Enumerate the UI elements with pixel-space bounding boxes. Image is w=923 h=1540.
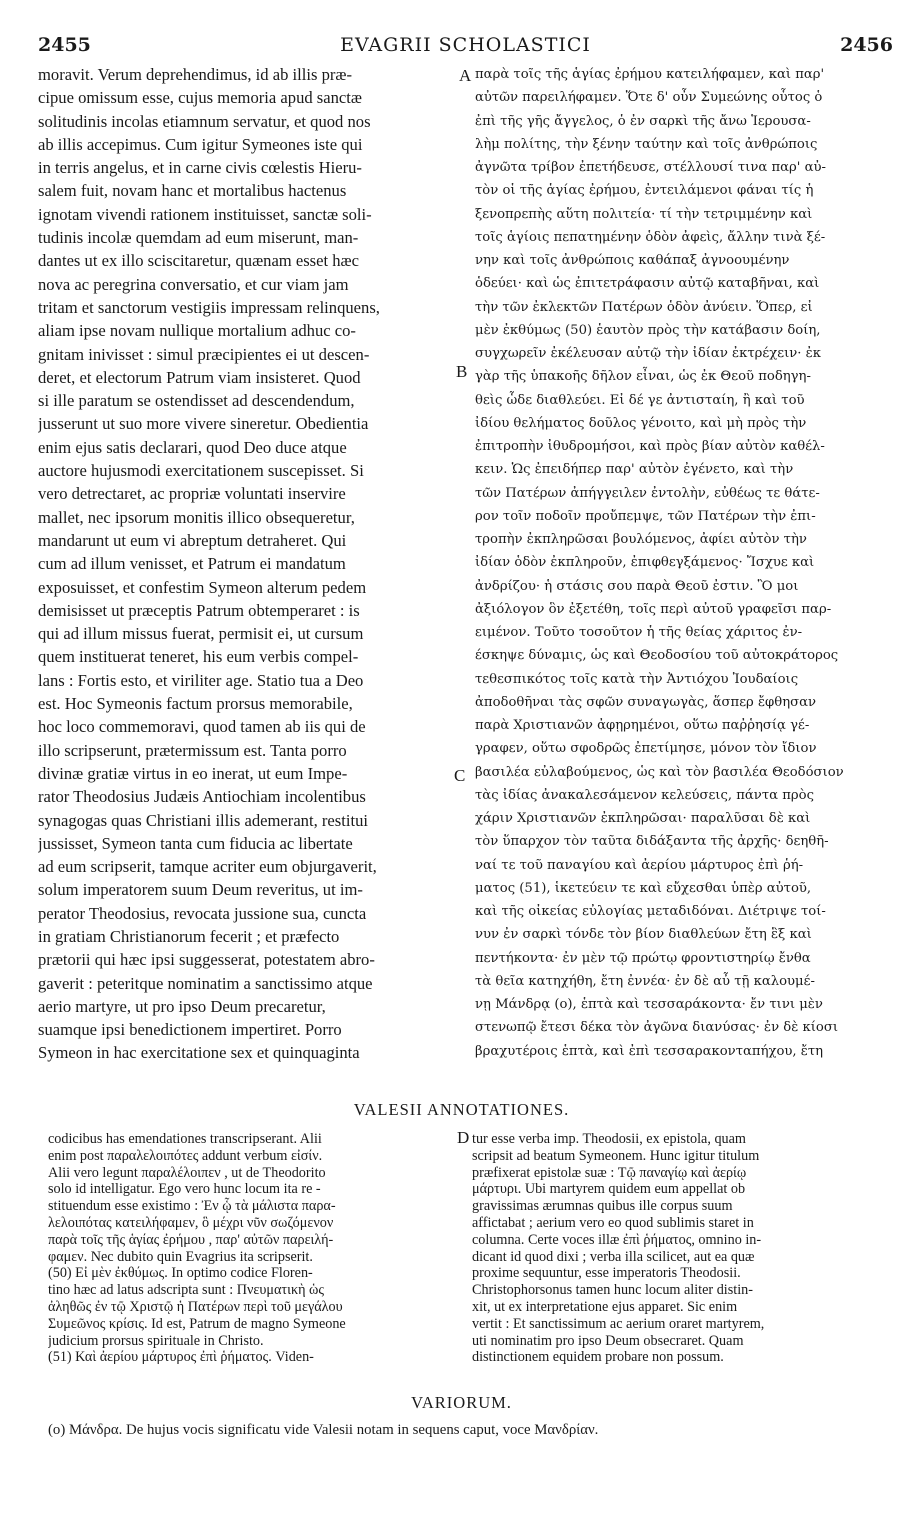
annotation-line: scripsit ad beatum Symeonem. Hunc igitur titulum (472, 1147, 760, 1164)
annotation-line: Alii vero legunt παραλέλοιπεν , ut de Theodorito (48, 1164, 326, 1181)
greek-text-line: τοῖς ἁγίοις πεπατημένην ὁδὸν ἀφεὶς, ἄλλην τινὰ ξέ- (475, 229, 826, 245)
latin-text-line: quem instituerat teneret, his eum verbis compel- (38, 647, 359, 667)
variorum-heading: VARIORUM. (411, 1393, 512, 1412)
annotation-line: tur esse verba imp. Theodosii, ex epistola, quam (472, 1131, 746, 1147)
margin-letter-a: A (459, 66, 472, 85)
margin-letter-c: C (454, 766, 466, 785)
latin-text-line: solum imperatorem suum Deum reveritus, ut im- (38, 880, 363, 900)
latin-text-line: illo scripserunt, prætermissum est. Tanta porro (38, 740, 347, 760)
greek-text-line: ἀνδρίζου· ἡ στάσις σου παρὰ Θεοῦ ἐστιν. Ὃ μοι (475, 578, 799, 594)
greek-text-line: έσκηψε δύναμις, ὡς καὶ Θεοδοσίου τοῦ αὐτοκράτορος (475, 648, 839, 664)
greek-text-line: νυν ἐν σαρκὶ τόνδε τὸν βίον διαθλεύων ἔτη ἓξ καὶ (475, 927, 812, 943)
annotation-line: columna. Certe voces illæ ἐπὶ ῥήματος, omnino in- (472, 1231, 762, 1248)
greek-text-line: νῃ Μάνδρᾳ (ο), ἑπτὰ καὶ τεσσαράκοντα· ἔν τινι μὲν (475, 997, 823, 1012)
annotations-right-column (472, 1131, 894, 1366)
greek-text-line: γραφεν, οὕτω σφοδρῶς ἐπετίμησε, μόνον τὸν ἴδιον (475, 741, 817, 757)
latin-text-line: enim ejus satis declarari, quod Deo duce atque (38, 437, 347, 457)
greek-text-line: τεθεσπικότος τοῖς κατὰ τὴν Ἀντιόχου Ἰουδαίοις (475, 671, 799, 687)
annotation-line: (51) Καὶ ἀερίου μάρτυρος ἐπὶ ῥήματος. Viden- (48, 1349, 314, 1366)
annotation-line: παρὰ τοῖς τῆς ἁγίας ἐρήμου , παρ' αὐτῶν παρειλή- (48, 1231, 334, 1248)
annotation-line: solo id intelligatur. Ego vero hunc locum ita re - (48, 1181, 321, 1198)
annotation-line: gravissimas ærumnas quibus ille corpus suum (472, 1198, 733, 1215)
variorum-note (48, 1421, 898, 1439)
greek-text-line: τὰς ἰδίας ἀνακαλεσάμενον κελεύσεις, πάντα πρὸς (475, 787, 814, 803)
greek-text-line: παρὰ Χριστιανῶν ἀφῃρημένοι, οὕτω παῤῥησίᾳ γέ- (475, 718, 810, 733)
greek-text-line: τροπὴν ἐκπληρῶσαι βουλόμενος, ἀφίει αὐτὸν τὴν (475, 532, 807, 547)
greek-text-line: ἀποδοθῆναι τὰς σφῶν συναγωγὰς, ἅσπερ ἔφθησαν (475, 694, 817, 710)
greek-text-line: βασιλέα εὐλαβούμενος, ὡς καὶ τὸν βασιλέα Θεοδόσιον (475, 764, 844, 780)
greek-text-line: ναί τε τοῦ παναγίου καὶ ἀερίου μάρτυρος ἐπὶ ῥή- (475, 857, 804, 873)
latin-text-line: aliam ipse novam nullique mortalium adhuc co- (38, 321, 356, 341)
annotation-line: xit, ut ex interpretatione ejus apparet. Sic enim (472, 1298, 738, 1315)
greek-text-line: τὸν ὕπαρχον τὸν ταῦτα διδάξαντα τῆς ἀρχῆς· δεηθῆ- (475, 834, 829, 850)
greek-text-line: ματος (51), ἱκετεύειν τε καὶ εὔχεσθαι ὑπὲρ αὐτοῦ, (475, 880, 812, 896)
annotations-left-column (48, 1131, 452, 1366)
annotation-line: μάρτυρι. Ubi martyrem quidem eum appellat ob (472, 1181, 746, 1198)
greek-text-line: συγχωρεῖν ἐκέλευσαν αὐτῷ τὴν ἰδίαν ἐκτρέχειν· ἐκ (475, 346, 821, 361)
latin-text-line: tudinis incolæ quemdam ad eum miserunt, man- (38, 228, 359, 248)
annotation-line: stituendum esse existimo : Ἐν ᾧ τὰ μάλιστα παρα- (48, 1198, 336, 1215)
annotations-heading: VALESII ANNOTATIONES. (353, 1100, 570, 1119)
greek-text-line: ξενοπρεπὴς αὕτη πολιτεία· τί τὴν τετριμμένην καὶ (475, 206, 813, 222)
greek-text-line: τὸν οἱ τῆς ἁγίας ἐρήμου, ἐντειλάμενοι φάναι τίς ἡ (475, 183, 814, 199)
annotation-line: distinctionem equidem probare non possum. (472, 1349, 724, 1366)
greek-text-line: ἀξιόλογον ὃν ἐξετέθη, τοῖς περὶ αὐτοῦ γραφεῖσι παρ- (475, 601, 832, 617)
greek-text-line: ὁδεύει· καὶ ὡς ἐπιτετράφασιν αὐτῷ καταβῆναι, καὶ (475, 276, 820, 292)
latin-text-line: jusserunt ut suo more vivere sineretur. Obedientia (38, 414, 369, 434)
annotation-line: Συμεῶνος κρίσις. Id est, Patrum de magno Symeone (48, 1315, 346, 1332)
greek-text-line: μὲν ἐκθύμως (50) ἑαυτὸν πρὸς τὴν κατάβασιν δοίη, (475, 322, 821, 338)
latin-text-line: divinæ gratiæ virtus in eo inerat, ut eum Impe- (38, 763, 348, 783)
greek-column (475, 63, 895, 1063)
latin-text-line: in gratiam Christianorum fecerit ; et præfecto (38, 926, 340, 946)
latin-text-line: nova ac peregrina conversatio, et cur viam jam (38, 274, 349, 294)
greek-text-line: τῶν Πατέρων ἀπήγγειλεν ἐντολὴν, εὐθέως τε θάτε- (475, 485, 820, 501)
greek-text-line: θεὶς ὧδε διαθλεύει. Εἰ δέ γε ἀντισταίη, ἢ καὶ τοῦ (475, 392, 805, 408)
greek-text-line: ἐπὶ τῆς γῆς ἄγγελος, ὁ ἐν σαρκὶ τῆς ἄνω Ἱερουσα- (475, 113, 811, 129)
latin-text-line: perator Theodosius, revocata jussione sua, cuncta (38, 903, 367, 923)
annotation-line: λελοιπότας κατειλήφαμεν, ὃ μέχρι νῦν σωζόμενον (48, 1214, 334, 1231)
greek-text-line: παρὰ τοῖς τῆς ἁγίας ἐρήμου κατειλήφαμεν, καὶ παρ' (475, 67, 825, 82)
annotation-line: codicibus has emendationes transcripserant. Alii (48, 1131, 322, 1147)
greek-text-line: τὰ θεῖα κατηχήθη, ἔτη ἐννέα· ἐν δὲ αὖ τῇ καλουμέ- (475, 973, 815, 989)
greek-text-line: βραχυτέροις ἑπτὰ, καὶ ἐπὶ τεσσαρακονταπήχου, ἔτη (475, 1043, 824, 1059)
annotation-line: affictabat ; aerium vero eo quod sublimis staret in (472, 1214, 754, 1231)
greek-text-line: στενωπῷ ἔτεσι δέκα τὸν ἀγῶνα διανύσας· ἐν δὲ κίοσι (475, 1020, 839, 1036)
annotation-line: tino hæc ad latus adscripta sunt : Πνευματικὴ ὡς (48, 1282, 325, 1299)
latin-text-line: auctore hujusmodi exercitationem suscepisset. Si (38, 461, 364, 481)
greek-text-line: τὴν τῶν ἐκλεκτῶν Πατέρων ὁδὸν ἀνύειν. Ὅπερ, εἰ (475, 299, 813, 315)
annotation-line: vertit : Et sanctissimum ac aerium oraret martyrem, (472, 1315, 765, 1332)
greek-text-line: λὴμ πολίτης, τὴν ξένην ταύτην καὶ τοῖς ἀνθρώποις (475, 136, 818, 152)
page-number-left: 2455 (38, 34, 91, 56)
greek-text-line: ἰδίαν ὁδὸν ἐκπληροῦν, ἐπιφθεγξάμενος· Ἴσχυε καὶ (475, 555, 815, 571)
latin-text-line: est. Hoc Symeonis factum prorsus memorabile, (38, 694, 353, 714)
greek-text-line: ἰδίου θελήματος δοῦλος γένοιτο, καὶ μὴ πρὸς τὴν (475, 415, 807, 431)
greek-text-line: ρον τοῖν ποδοῖν προὔπεμψε, τῶν Πατέρων τὴν ἐπι- (475, 508, 816, 524)
latin-text-line: synagogas quas Christiani illis ademerant, restitui (38, 810, 368, 830)
latin-column (38, 63, 458, 1065)
greek-text-line: ἐπιτροπὴν ἰθυδρομήσοι, καὶ πρὸς βίαν αὐτὸν καθέλ- (475, 439, 825, 454)
latin-text-line: ad eum scripserit, tamque acriter eum objurgaverit, (38, 857, 377, 877)
latin-text-line: vero detrectaret, ac propriæ voluntati inservire (38, 484, 346, 504)
latin-text-line: mallet, nec ipsorum monitis illico obsequeretur, (38, 507, 355, 527)
greek-text-line: χάριν Χριστιανῶν ἐκπληρῶσαι· παραλῦσαι δὲ καὶ (475, 811, 811, 826)
greek-text-line: κειν. Ὡς ἐπειδήπερ παρ' αὐτὸν ἐγένετο, καὶ τὴν (475, 462, 794, 478)
page-number-right: 2456 (840, 34, 893, 56)
annotation-line: judicium prorsus spirituale in Christo. (48, 1332, 264, 1349)
latin-text-line: cum ad illum venisset, et Patrum ei mandatum (38, 554, 346, 574)
latin-text-line: si ille paratum se ostendisset ad descendendum, (38, 391, 355, 411)
greek-text-line: ἀγνῶτα τρίβον ἐπετήδευσε, στέλλουσί τινα παρ' αὐ- (475, 160, 826, 175)
latin-text-line: deret, et electorum Patrum viam insisteret. Quod (38, 367, 361, 387)
variorum-line: (ο) Μάνδρα. De hujus vocis significatu vide Valesii notam in sequens caput, voce Μανδρίαν. (48, 1422, 599, 1438)
latin-text-line: aerio martyre, ut pro ipso Deum precaretur, (38, 996, 326, 1016)
greek-text-line: καὶ τῆς οἰκείας εὐλογίας μεταδιδόναι. Διέτριψε τοί- (475, 904, 826, 919)
latin-text-line: rator Theodosius Judæis Antiochiam incolentibus (38, 787, 366, 807)
annotation-line: φαμεν. Nec dubito quin Evagrius ita scripserit. (48, 1248, 313, 1265)
latin-text-line: lans : Fortis esto, et viriliter age. Statio tua a Deo (38, 670, 364, 690)
annotation-line: proxime sequuntur, esse imperatoris Theodosii. (472, 1265, 741, 1282)
annotation-line: uti nominatim pro ipso Deum obsecraret. Quam (472, 1332, 744, 1349)
annotation-line: præfixerat epistolæ suæ : Τῷ παναγίῳ καὶ ἀερίῳ (472, 1164, 747, 1181)
annotation-line: (50) Εἰ μὲν ἐκθύμως. In optimo codice Floren- (48, 1265, 313, 1282)
latin-text-line: gnitam inivisset : simul præcipientes ei ut descen- (38, 344, 370, 364)
margin-letter-b: B (456, 362, 468, 381)
latin-text-line: suamque ipsi benedictionem impertiret. Porro (38, 1020, 342, 1040)
latin-text-line: Symeon in hac exercitatione sex et quinquaginta (38, 1043, 360, 1063)
annotation-line: enim post παραλελοιπότες addunt verbum εἰσίν. (48, 1147, 323, 1164)
greek-text-line: ειμένον. Τοῦτο τοσοῦτον ἡ τῆς θείας χάριτος ἐν- (475, 625, 803, 640)
latin-text-line: in terris angelus, et in carne civis cœlestis Hieru- (38, 158, 362, 178)
latin-text-line: cipue omissum esse, cujus memoria apud sanctæ (38, 88, 362, 108)
greek-text-line: νην καὶ τοῖς ἀνθρώποις καθάπαξ ἀγνοουμένην (475, 253, 790, 268)
greek-text-line: γὰρ τῆς ὑπακοῆς δῆλον εἶναι, ὡς ἐκ Θεοῦ ποδηγη- (475, 369, 811, 385)
latin-text-line: solitudinis incolas etiamnum servatur, et quod nos (38, 111, 371, 131)
latin-text-line: dantes ut ex illo sciscitaretur, quænam esset hæc (38, 251, 359, 271)
latin-text-line: hoc loco commemoravi, quod tamen ab iis qui de (38, 717, 366, 737)
latin-text-line: prætorii qui hæc ipsi suggesserat, potestatem abro- (38, 950, 375, 970)
annotation-line: ἀληθῶς ἐν τῷ Χριστῷ ἡ Πατέρων περὶ τοῦ μεγάλου (48, 1298, 343, 1315)
latin-text-line: demisisset ut præceptis Patrum obtemperaret : is (38, 600, 360, 620)
latin-text-line: mandarunt ut eum vi abreptum detraheret. Qui (38, 530, 347, 550)
running-header (38, 34, 893, 56)
latin-text-line: exposuisset, et confestim Symeon alterum pedem (38, 577, 367, 597)
latin-text-line: ab illis accepimus. Cum igitur Symeones iste qui (38, 134, 363, 154)
latin-text-line: tritam et sanctorum vestigiis impressam relinquens, (38, 297, 380, 317)
latin-text-line: moravit. Verum deprehendimus, id ab illis præ- (38, 65, 353, 84)
latin-text-line: gaverit : peteritque nominatim a sanctissimo atque (38, 973, 373, 993)
margin-letter-d: D (457, 1128, 470, 1147)
latin-text-line: ignotam vivendi rationem instituisset, sanctæ soli- (38, 204, 372, 224)
latin-text-line: jussisset, Symeon tanta cum fiducia ac libertate (38, 833, 353, 853)
running-title: EVAGRII SCHOLASTICI (340, 34, 591, 56)
latin-text-line: qui ad illum missus fuerat, permisit ei, ut cursum (38, 624, 364, 644)
latin-text-line: salem fuit, novam hanc et mortalibus hactenus (38, 181, 347, 201)
greek-text-line: αὐτῶν παρειλήφαμεν. Ὅτε δ' οὖν Συμεώνης οὗτος ὁ (475, 90, 823, 106)
greek-text-line: πεντήκοντα· ἐν μὲν τῷ πρώτῳ φροντιστηρίῳ ἔνθα (475, 950, 811, 966)
annotation-line: Christophorsonus tamen hunc locum aliter distin- (472, 1282, 753, 1299)
annotation-line: dicant id quod dixi ; verba illa scilicet, aut ea quæ (472, 1248, 755, 1265)
